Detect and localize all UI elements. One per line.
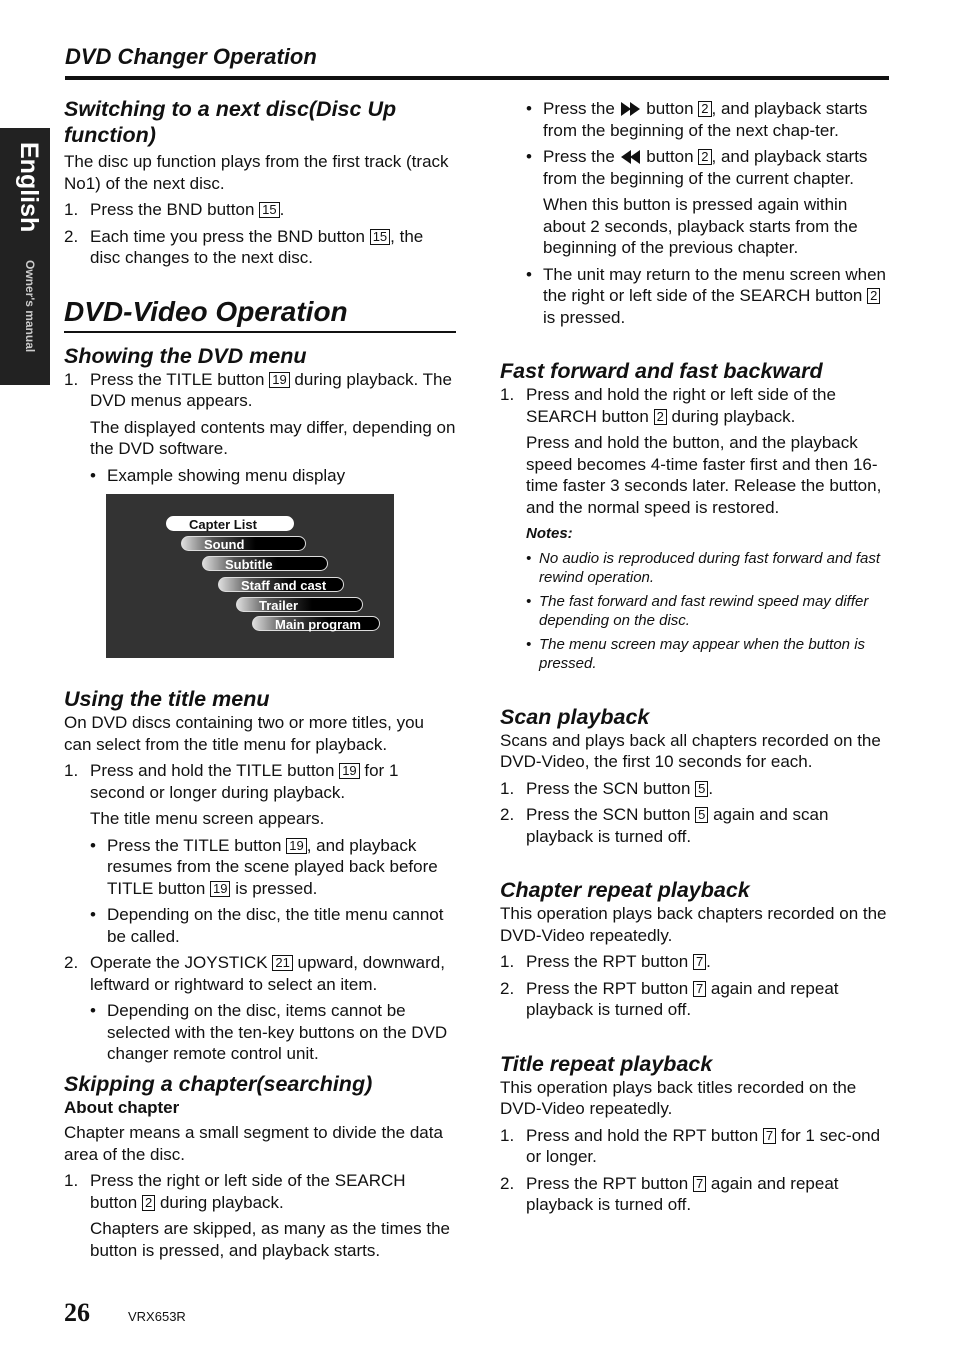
- note-item: • The fast forward and fast rewind speed may differ depending on the disc.: [526, 592, 869, 629]
- dvd-video-heading: DVD-Video Operation: [64, 295, 456, 333]
- note-text: The fast forward and fast rewind speed may differ depending on the disc.: [539, 592, 869, 629]
- step-number: 1.: [64, 369, 79, 389]
- button-ref: 7: [693, 954, 706, 970]
- button-ref: 19: [269, 372, 289, 388]
- rewind-icon: [620, 150, 642, 164]
- bullet-text: button: [641, 147, 699, 166]
- step-number: 2.: [500, 1173, 515, 1193]
- note-text: The menu screen may appear when the button is pressed.: [539, 635, 866, 672]
- skipping-heading: Skipping a chapter(searching): [64, 1071, 373, 1096]
- title-repeat-step-1: [500, 1125, 890, 1168]
- bullet-text: , and playback starts from the beginning of the current chapter.: [543, 147, 868, 188]
- step-number: 1.: [500, 778, 515, 798]
- step-number: 1.: [64, 1171, 79, 1190]
- bullet-text: The unit may return to the menu screen when the right or left side of the SEARCH button: [543, 264, 887, 305]
- disc-up-step-2: [64, 226, 456, 269]
- title-menu-intro: On DVD discs containing two or more titles, you can select from the title menu for playback.: [64, 713, 424, 754]
- scan-step-1: [500, 778, 890, 800]
- step-number: 2.: [64, 953, 79, 972]
- step-text: Press the RPT button: [526, 1173, 693, 1193]
- step-number: 1.: [64, 761, 79, 780]
- title-repeat-intro: This operation plays back titles recorded on the DVD-Video repeatedly.: [500, 1077, 857, 1118]
- menu-item-main-program: Main program: [252, 616, 380, 631]
- notes-heading: Notes:: [526, 525, 573, 542]
- note-text: No audio is reproduced during fast forward and fast rewind operation.: [539, 549, 881, 586]
- step-number: 1.: [500, 1125, 515, 1145]
- menu-item-subtitle: Subtitle: [202, 556, 328, 571]
- step-extra: The displayed contents may differ, depending on the DVD software.: [90, 417, 456, 458]
- step-text: for 1 sec-ond or longer.: [526, 1125, 881, 1166]
- button-ref: 2: [698, 101, 711, 117]
- title-repeat-step-2: [500, 1173, 890, 1216]
- button-ref: 7: [693, 1176, 706, 1192]
- step-number: 1.: [500, 952, 515, 971]
- step-text: , the disc changes to the next disc.: [90, 226, 424, 267]
- bullet-text: Depending on the disc, items cannot be selected with the ten-key buttons on the DVD changer remote control unit.: [107, 1001, 448, 1063]
- step-text: .: [706, 952, 711, 971]
- step-text: Press the BND button: [90, 200, 260, 219]
- page-header-title: DVD Changer Operation: [65, 44, 317, 69]
- title-menu-step-2: [64, 952, 456, 1065]
- step-text: again and repeat playback is turned off.: [526, 978, 839, 1019]
- step-text: Press the RPT button: [526, 978, 693, 998]
- step-text: Press and hold the right or left side of the SEARCH button: [526, 385, 836, 426]
- disc-up-heading: Switching to a next disc(Disc Up function): [64, 97, 397, 147]
- title-repeat-heading: Title repeat playback: [500, 1051, 713, 1076]
- button-ref: 7: [763, 1128, 776, 1144]
- button-ref: 19: [286, 838, 306, 854]
- disc-up-step-1: [64, 199, 456, 221]
- bullet-item: • Depending on the disc, the title menu cannot be called.: [90, 905, 444, 946]
- scan-step-2: [500, 804, 890, 847]
- disc-up-intro: The disc up function plays from the first track (track No1) of the next disc.: [64, 152, 449, 193]
- step-extra: Chapters are skipped, as many as the times the button is pressed, and playback starts.: [90, 1219, 451, 1260]
- step-text: Press the SCN button: [526, 805, 696, 824]
- skipping-step-1: [64, 1170, 456, 1261]
- step-extra: The title menu screen appears.: [90, 809, 325, 828]
- bullet-text: , and playback resumes from the scene played back before TITLE button: [107, 835, 438, 898]
- step-extra: Press and hold the button, and the playback speed becomes 4-time faster first and then 16-time faster 3 seconds later. Release the button, and the normal speed is restored.: [526, 433, 882, 517]
- button-ref: 2: [142, 1195, 155, 1211]
- bullet-item: • Press the button 2 , and playback starts from the beginning of the next chap-ter.: [526, 99, 868, 140]
- bullet-text: Example showing menu display: [107, 465, 346, 485]
- bullet-text: Press the: [543, 99, 620, 118]
- bullet-item: • Press the button 2 , and playback starts from the beginning of the current chapter. When this button is pressed again within about 2 seconds, playback starts from the beginning of the previous chapter.: [526, 146, 890, 259]
- bullet-text: is pressed.: [543, 307, 626, 327]
- step-text: Press the SCN button: [526, 778, 696, 798]
- skipping-intro: Chapter means a small segment to divide the data area of the disc.: [64, 1123, 443, 1164]
- button-ref: 21: [272, 955, 292, 971]
- language-label: English: [15, 142, 43, 233]
- bullet-text: Press the TITLE button: [107, 835, 287, 855]
- manual-label: Owner's manual: [23, 260, 37, 353]
- model-number: VRX653R: [128, 1309, 186, 1324]
- step-text: again and scan playback is turned off.: [526, 805, 829, 846]
- about-chapter-subheading: About chapter: [64, 1097, 180, 1117]
- step-text: .: [708, 778, 714, 798]
- bullet-text: button: [641, 99, 699, 118]
- fast-forward-icon: [620, 102, 642, 116]
- showing-menu-heading: Showing the DVD menu: [64, 343, 307, 368]
- showing-menu-step-1: [64, 369, 456, 487]
- step-text: Press the TITLE button: [90, 369, 270, 389]
- step-number: 2.: [64, 226, 79, 246]
- button-ref: 2: [698, 149, 711, 165]
- button-ref: 15: [259, 202, 279, 218]
- title-menu-step-1: [64, 760, 456, 947]
- bullet-item: • Press the TITLE button 19 , and playback resumes from the scene played back before TITLE button 19 is pressed.: [90, 835, 438, 898]
- scan-intro: Scans and plays back all chapters recorded on the DVD-Video, the first 10 seconds for each.: [500, 730, 881, 771]
- chapter-repeat-intro: This operation plays back chapters recorded on the DVD-Video repeatedly.: [500, 904, 887, 945]
- bullet-text: , and playback starts from the beginning of the next chap-ter.: [543, 99, 868, 140]
- step-text: for 1 second or longer during playback.: [90, 761, 399, 802]
- skip-bullets: [500, 98, 890, 328]
- step-text: upward, downward, leftward or rightward to select an item.: [90, 953, 445, 994]
- right-column: [500, 96, 890, 1216]
- note-item: • No audio is reproduced during fast forward and fast rewind operation.: [526, 549, 881, 586]
- bullet-extra: When this button is pressed again within about 2 seconds, playback starts from the beginning of the previous chapter.: [543, 195, 858, 257]
- title-menu-heading: Using the title menu: [64, 687, 270, 711]
- step-number: 2.: [500, 805, 515, 824]
- note-item: • The menu screen may appear when the button is pressed.: [526, 635, 866, 672]
- scan-heading: Scan playback: [500, 704, 650, 729]
- page-number: 26: [64, 1298, 90, 1327]
- step-text: Press and hold the TITLE button: [90, 761, 340, 780]
- bullet-text: Depending on the disc, the title menu cannot be called.: [107, 905, 444, 946]
- dvd-menu-example-image: [106, 494, 394, 658]
- step-text: during playback.: [666, 406, 796, 426]
- step-text: during playback.: [155, 1192, 284, 1212]
- step-text: Press the right or left side of the SEARCH button: [90, 1171, 406, 1212]
- button-ref: 5: [695, 781, 708, 797]
- fast-forward-heading: Fast forward and fast backward: [500, 359, 823, 383]
- bullet-item: • Depending on the disc, items cannot be selected with the ten-key buttons on the DVD changer remote control unit.: [90, 1001, 448, 1063]
- step-number: 1.: [64, 200, 79, 219]
- bullet-item: • Example showing menu display: [90, 465, 346, 485]
- language-side-tab: [0, 128, 50, 385]
- button-ref: 15: [370, 229, 390, 245]
- bullet-item: • The unit may return to the menu screen when the right or left side of the SEARCH button 2 is pressed.: [526, 264, 887, 327]
- menu-item-sound: Sound: [181, 536, 306, 551]
- button-ref: 5: [695, 807, 708, 823]
- button-ref: 2: [654, 409, 667, 425]
- fast-step-1: [500, 384, 890, 674]
- button-ref: 19: [210, 881, 230, 897]
- bullet-text: is pressed.: [230, 878, 318, 898]
- bullet-text: Press the: [543, 147, 620, 166]
- step-text: again and repeat playback is turned off.: [526, 1173, 839, 1214]
- header-divider: [65, 76, 889, 80]
- menu-item-chapter-list: Capter List: [166, 516, 294, 531]
- button-ref: 19: [339, 763, 359, 779]
- button-ref: 2: [867, 288, 880, 304]
- step-text: .: [279, 200, 285, 219]
- left-column: [64, 96, 456, 1261]
- step-text: Press the RPT button: [526, 952, 693, 971]
- chapter-repeat-step-1: [500, 951, 890, 973]
- step-text: Each time you press the BND button: [90, 226, 370, 246]
- step-text: Press and hold the RPT button: [526, 1125, 763, 1145]
- step-number: 1.: [500, 385, 515, 404]
- step-text: Operate the JOYSTICK: [90, 953, 273, 972]
- step-number: 2.: [500, 978, 515, 998]
- chapter-repeat-heading: Chapter repeat playback: [500, 878, 750, 902]
- chapter-repeat-step-2: [500, 978, 890, 1021]
- menu-item-trailer: Trailer: [236, 597, 363, 612]
- menu-item-staff-and-cast: Staff and cast: [218, 577, 344, 592]
- step-text: during playback. The DVD menus appears.: [90, 369, 452, 410]
- button-ref: 7: [693, 981, 706, 997]
